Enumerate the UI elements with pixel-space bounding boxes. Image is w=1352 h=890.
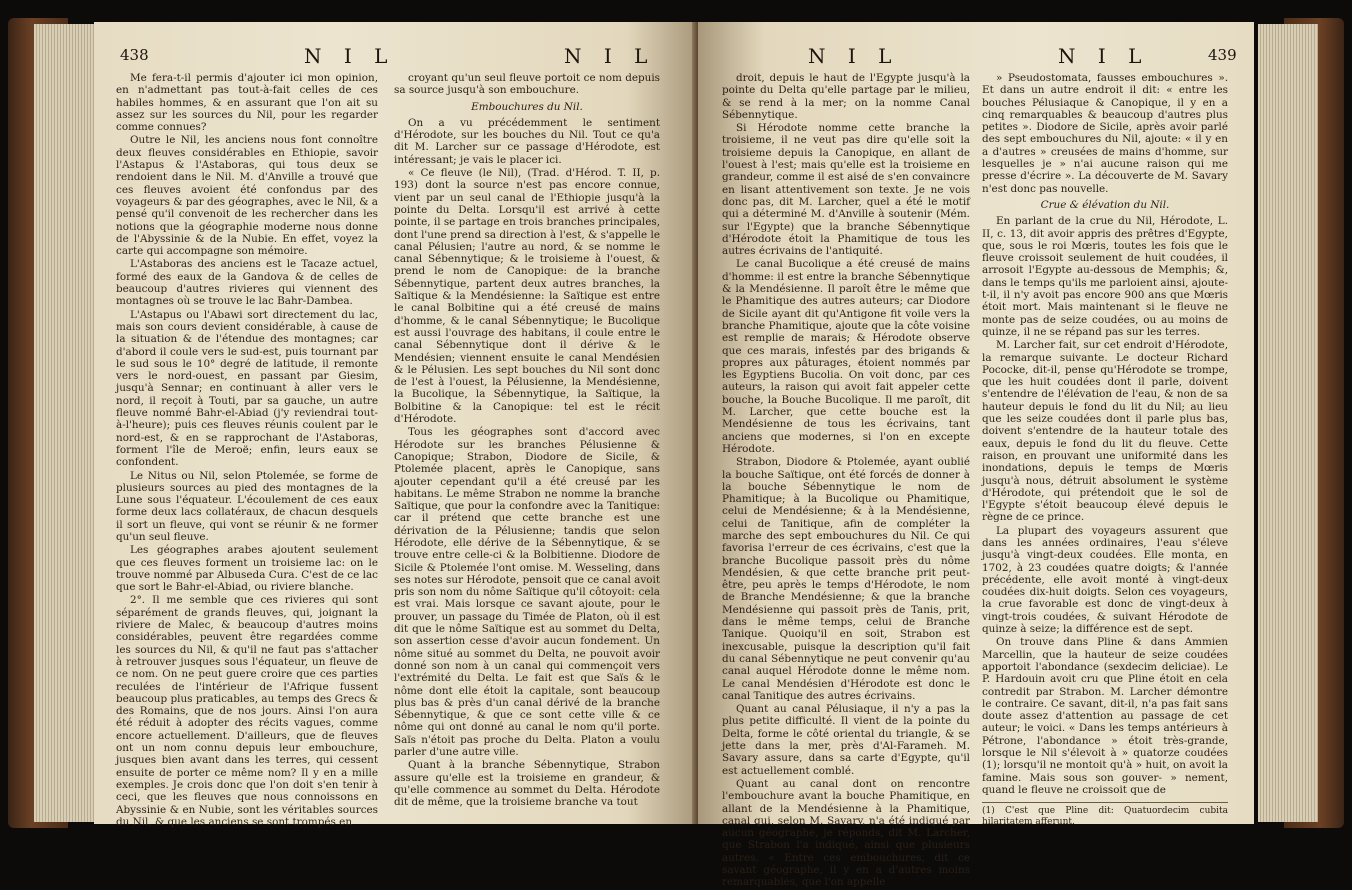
- footnote: (1) C'est que Pline dit: Quatuordecim cubita hilaritatem afferunt.: [982, 802, 1228, 828]
- paragraph: » Pseudostomata, fausses embouchures ». Et dans un autre endroit il dit: « entre les bouches Pélusiaque & Canopique, il y en a cinq remarquables & beaucoup d'autres plus petites ». Diodore de Sicile, après avoir parlé des sept embouchures du Nil, ajoute: « il y en a d'autres » creusées de mains d'homme, sur lesquelles je » n'ai aucune raison qui me presse d'écrire ». La découverte de M. Savary n'est donc pas nouvelle.: [982, 72, 1228, 195]
- section-heading: Embouchures du Nil.: [471, 100, 583, 113]
- running-head: N I L: [1058, 44, 1150, 68]
- paragraph: Me fera-t-il permis d'ajouter ici mon opinion, en n'admettant pas tout-à-fait celles de ces habiles hommes, & en assurant que l'on ait su assez sur les sources du Nil, pour les regarder comme connues?: [116, 72, 378, 134]
- paragraph: Outre le Nil, les anciens nous font connoître deux fleuves considérables en Ethiopie, savoir l'Astapus & l'Astaboras, qui tous deux se rendoient dans le Nil. M. d'Anville a trouvé que ces fleuves avoient été confondus par des voyageurs & par des géographes, avec le Nil, & a pensé qu'il convenoit de les rechercher dans les notions que la géographie moderne nous donne de l'Abyssinie & de la Nubie. En effet, voyez la carte qui accompagne son mémoire.: [116, 134, 378, 258]
- paragraph: On a vu précédemment le sentiment d'Hérodote, sur les bouches du Nil. Tout ce qu'a dit M. Larcher sur ce passage d'Hérodote, est intéressant; je vais le placer ici.: [394, 116, 660, 166]
- open-book: [8, 18, 1344, 889]
- running-head: N I L: [808, 44, 900, 68]
- paragraph: En parlant de la crue du Nil, Hérodote, L. II, c. 13, dit avoir appris des prêtres d'Egypte, que, sous le roi Mœris, toutes les fois que le fleuve croissoit seulement de huit coudées, il arrosoit l'Egypte au-dessous de Memphis; &, dans le temps qu'ils me parloient ainsi, ajoute-t-il, il n'y avoit pas encore 900 ans que Mœris étoit mort. Mais maintenant si le fleuve ne monte pas de seize coudées, ou au moins de quinze, il ne se répand pas sur les terres.: [982, 215, 1228, 338]
- paragraph: Le canal Bucolique a été creusé de mains d'homme: il est entre la branche Sébennytique & la Mendésienne. Il paroît être le même que le Phamitique des autres auteurs; car Diodore de Sicile ayant dit qu'Antigone fit voile vers la branche Phamitique, ajoute que la côte voisine est remplie de marais; & Hérodote observe que ces marais, infestés par des brigands & propres aux pâturages, étoient nommés par les Egyptiens Bucolia. On voit donc, par ces auteurs, la raison qui avoit fait appeler cette bouche, la Bouche Bucolique. Il me paroît, dit M. Larcher, que cette bouche est la Mendésienne de tous les écrivains, tant anciens que modernes, si l'on en excepte Hérodote.: [722, 258, 970, 455]
- left-page: [94, 22, 698, 828]
- paragraph: « Ce fleuve (le Nil), (Trad. d'Hérod. T. II, p. 193) dont la source n'est pas encore connue, vient par un seul canal de l'Ethiopie jusqu'à la pointe du Delta. Lorsqu'il est arrivé à cette pointe, il se partage en trois branches principales, dont l'une prend sa direction à l'est, & s'appelle le canal Pélusien; l'autre au nord, & se nomme le canal Sébennytique; & le troisieme à l'ouest, & prend le nom de Canopique: de la branche Sébennytique, partent deux autres branches, la Saïtique & la Mendésienne: la Saïtique est entre le canal Bolbitine qui a été creusé de mains d'homme, & le canal Sébennytique; le Bucolique est aussi l'ouvrage des habitans, il coule entre le canal Sébennytique dont il dérive & le Mendésien; viennent ensuite le canal Mendésien & le Pélusien. Les sept bouches du Nil sont donc de l'est à l'ouest, la Pélusienne, la Mendésienne, la Bucolique, la Sébennytique, la Saïtique, la Bolbitine & la Canopique: tel est le récit d'Hérodote.: [394, 167, 660, 426]
- text-column: [982, 72, 1228, 829]
- text-column: [722, 72, 970, 890]
- paragraph: Si Hérodote nomme cette branche la troisieme, il ne veut pas dire qu'elle soit la troisieme depuis la Canopique, en allant de l'ouest à l'est; mais qu'elle est la troisieme en grandeur, comme il est aisé de s'en convaincre en lisant attentivement son texte. Je ne vois donc pas, dit M. Larcher, quel a été le motif qui a déterminé M. d'Anville à soutenir (Mém. sur l'Egypte) que la branche Sébennytique d'Hérodote étoit la Phamitique de tous les autres écrivains de l'antiquité.: [722, 122, 970, 258]
- paragraph: L'Astaboras des anciens est le Tacaze actuel, formé des eaux de la Gandova & de celles de beaucoup d'autres rivieres qui viennent des montagnes où se trouve le lac Bahr-Dambea.: [116, 258, 378, 308]
- paragraph: Les géographes arabes ajoutent seulement que ces fleuves forment un troisieme lac: on le trouve nommé par Albuseda Cura. C'est de ce lac que sort le Bahr-el-Abiad, ou riviere blanche.: [116, 544, 378, 594]
- text-column: [116, 72, 378, 829]
- paragraph: 2°. Il me semble que ces rivieres qui sont séparément de grands fleuves, qui, joignant la riviere de Malec, & beaucoup d'autres moins considérables, peuvent être regardées comme les sources du Nil, & qu'il ne faut pas s'attacher à retrouver jusques sous l'équateur, un fleuve de ce nom. On ne peut guere croire que ces parties reculées de l'intérieur de l'Afrique fussent beaucoup plus praticables, au temps des Grecs & des Romains, que de nos jours. Ainsi l'on aura été réduit à adopter des récits vagues, comme encore actuellement. D'ailleurs, que de fleuves ont un nom connu depuis leur embouchure, jusques bien avant dans les terres, qui cessent ensuite de porter ce même nom? Il y en a mille exemples. Je crois donc que l'on doit s'en tenir à ceci, que les fleuves que nous connoissons en Abyssinie & en Nubie, sont les véritables sources du Nil, & que les anciens se sont trompés en: [116, 594, 378, 828]
- paragraph: droit, depuis le haut de l'Egypte jusqu'à la pointe du Delta qu'elle partage par le milieu, & se rend à la mer; on la nomme Canal Sébennytique.: [722, 72, 970, 121]
- paragraph: Quant au canal dont on rencontre l'embouchure avant la bouche Phamitique, en allant de la Mendésienne à la Phamitique, canal qui, selon M. Savary, n'a été indiqué par aucun géographe, je réponds, dit M. Larcher, que Strabon l'a indiqué, ainsi que plusieurs autres. « Entre ces embouchures, dit ce savant géographe, il y en a d'autres moins remarquables, que l'on appelle: [722, 777, 970, 889]
- paragraph: Quant à la branche Sébennytique, Strabon assure qu'elle est la troisieme en grandeur, & qu'elle commence au sommet du Delta. Hérodote dit de même, que la troisieme branche va tout: [394, 759, 660, 809]
- page-number: 439: [1208, 46, 1237, 64]
- page-edges-left: [34, 24, 94, 822]
- right-page: [698, 22, 1254, 889]
- page-number: 438: [120, 46, 149, 64]
- paragraph: M. Larcher fait, sur cet endroit d'Hérodote, la remarque suivante. Le docteur Richard Pococke, dit-il, pense qu'Hérodote se trompe, que les huit coudées dont il parle, doivent s'entendre de l'élévation de l'eau, & non de sa hauteur depuis le fond du lit du Nil; au lieu que les seize coudées dont il parle plus bas, doivent s'entendre de la hauteur totale des eaux, depuis le fond du lit du fleuve. Cette raison, en prouvant une uniformité dans les inondations, depuis le temps de Mœris jusqu'à nous, détruit absolument le système d'Hérodote, qui prétendoit que le sol de l'Egypte s'étoit beaucoup élevé depuis le règne de ce prince.: [982, 339, 1228, 524]
- section-heading: Crue & élévation du Nil.: [1040, 198, 1170, 211]
- text-column: [394, 72, 660, 810]
- paragraph: Quant au canal Pélusiaque, il n'y a pas la plus petite difficulté. Il vient de la pointe du Delta, forme le côté oriental du triangle, & se jette dans la mer, près d'Al-Farameh. M. Savary assure, dans sa carte d'Egypte, qu'il est actuellement comblé.: [722, 703, 970, 777]
- page-edges-right: [1258, 24, 1318, 822]
- paragraph: L'Astapus ou l'Abawi sort directement du lac, mais son cours devient considérable, à cause de la situation & de l'étendue des montagnes; car d'abord il coule vers le sud-est, puis tournant par le sud sous le 10° degré de latitude, il remonte vers le nord-ouest, en passant par Giesim, jusqu'à Sennar; en continuant à aller vers le nord, il reçoit à Touti, par sa gauche, un autre fleuve nommé Bahr-el-Abiad (j'y reviendrai tout-à-l'heure); puis ces fleuves réunis coulent par le nord-est, & en se rapprochant de l'Astaboras, forment l'île de Meroë; enfin, leurs eaux se confondent.: [116, 308, 378, 469]
- running-head: N I L: [564, 44, 656, 68]
- paragraph: croyant qu'un seul fleuve portoit ce nom depuis sa source jusqu'à son embouchure.: [394, 72, 660, 97]
- paragraph: La plupart des voyageurs assurent que dans les années ordinaires, l'eau s'éleve jusqu'à vingt-deux coudées. Elle monta, en 1702, à 23 coudées quatre doigts; & l'année précédente, elle avoit monté à vingt-deux coudées dix-huit doigts. Selon ces voyageurs, la crue favorable est donc de vingt-deux à vingt-trois coudées, & suivant Hérodote de quinze à seize; la différence est de sept.: [982, 524, 1228, 636]
- paragraph: Tous les géographes sont d'accord avec Hérodote sur les branches Pélusienne & Canopique; Strabon, Diodore de Sicile, & Ptolemée placent, après le Canopique, sans ajouter cependant qu'il a été creusé par les habitans. Le même Strabon ne nomme la branche Saïtique, que pour la confondre avec la Tanitique: car il prétend que cette branche est une dérivation de la Pélusienne; tandis que selon Hérodote, elle dérive de la Sébennytique, & se trouve entre celle-ci & la Bolbitienne. Diodore de Sicile & Ptolemée l'ont omise. M. Wesseling, dans ses notes sur Hérodote, pensoit que ce canal avoit pris son nom du nôme Saïtique qu'il côtoyoit: cela est vrai. Mais lorsque ce savant ajoute, pour le prouver, un passage du Timée de Platon, où il est dit que le nôme Saïtique est au sommet du Delta, son assertion cesse d'avoir aucun fondement. Un nôme situé au sommet du Delta, ne pouvoit avoir donné son nom à un canal qui commençoit vers l'extrémité du Delta. Le fait est que Saïs & le nôme dont elle étoit la capitale, sont beaucoup plus bas & près d'un canal dérivé de la branche Sébennytique, & que ce sont cette ville & ce nôme qui ont donné au canal le nom qu'il porte. Saïs n'étoit pas proche du Delta. Platon a voulu parler d'une autre ville.: [394, 426, 660, 759]
- paragraph: On trouve dans Pline & dans Ammien Marcellin, que la hauteur de seize coudées apportoit l'abondance (sexdecim deliciae). Le P. Hardouin avoit cru que Pline étoit en cela contredit par Strabon. M. Larcher démontre le contraire. Ce savant, dit-il, n'a pas fait sans doute assez d'attention au passage de cet auteur; le voici. « Dans les temps antérieurs à Pétrone, l'abondance » étoit très-grande, lorsque le Nil s'élevoit à » quatorze coudées (1); lorsqu'il ne montoit qu'à » huit, on avoit la famine. Mais sous son gouver- » nement, quand le fleuve ne croissoit que de: [982, 636, 1228, 796]
- paragraph: Strabon, Diodore & Ptolemée, ayant oublié la bouche Saïtique, ont été forcés de donner à la bouche Sébennytique le nom de Phamitique; à la Bucolique ou Phamitique, celui de Mendésienne; & à la Mendésienne, celui de Tanitique, afin de compléter la marche des sept embouchures du Nil. Ce qui favorisa l'erreur de ces écrivains, c'est que la branche Bucolique passoit près du nôme Mendésien, & que cette branche prit peut-être, peu après le temps d'Hérodote, le nom de Branche Mendésienne; & que la branche Mendésienne qui passoit près de Tanis, prit, dans le même temps, celui de Branche Tanique. Quoiqu'il en soit, Strabon est inexcusable, puisque la description qu'il fait du canal Sébennytique ne peut convenir qu'au canal auquel Hérodote donne le même nom. Le canal Mendésien d'Hérodote est donc le canal Tanitique des autres écrivains.: [722, 456, 970, 702]
- running-head: N I L: [304, 44, 396, 68]
- paragraph: Le Nitus ou Nil, selon Ptolemée, se forme de plusieurs sources au pied des montagnes de la Lune sous l'équateur. L'écoulement de ces eaux forme deux lacs collatéraux, de chacun desquels il sort un fleuve, qui vont se réunir & ne former qu'un seul fleuve.: [116, 469, 378, 543]
